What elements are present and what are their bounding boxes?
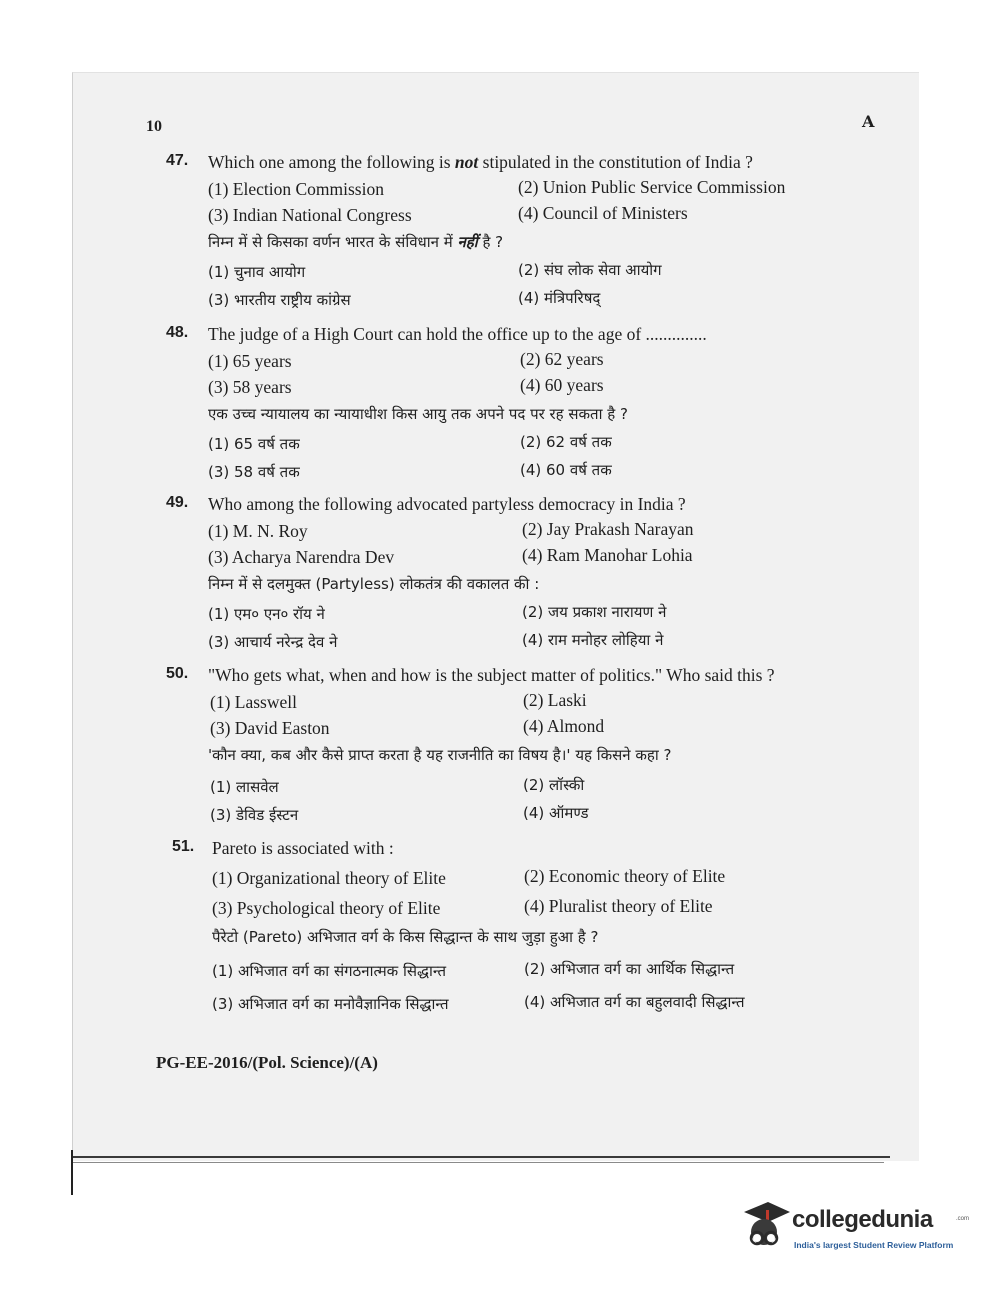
- option-en-1: (1) Election Commission: [208, 179, 384, 199]
- option-hi-1: (1) चुनाव आयोग: [208, 263, 306, 281]
- question-number: 47.: [166, 152, 189, 169]
- option-hi-2: (2) अभिजात वर्ग का आर्थिक सिद्धान्त: [524, 960, 735, 978]
- option-hi-3: (3) 58 वर्ष तक: [208, 463, 300, 481]
- option-en-1: (1) Organizational theory of Elite: [212, 868, 446, 888]
- option-hi-4: (4) 60 वर्ष तक: [520, 461, 612, 479]
- option-hi-4: (4) ऑमण्ड: [523, 804, 589, 822]
- left-margin-rule: [71, 1150, 73, 1195]
- option-en-3: (3) Psychological theory of Elite: [212, 898, 441, 918]
- option-en-3: (3) Acharya Narendra Dev: [208, 547, 395, 567]
- question-text-en: Who among the following advocated partyless democracy in India ?: [208, 494, 686, 514]
- option-en-2: (2) Jay Prakash Narayan: [522, 519, 694, 539]
- question-number: 51.: [172, 838, 195, 855]
- option-hi-2: (2) लॉस्की: [523, 776, 585, 794]
- option-hi-1: (1) अभिजात वर्ग का संगठनात्मक सिद्धान्त: [212, 962, 447, 980]
- option-hi-3: (3) अभिजात वर्ग का मनोवैज्ञानिक सिद्धान्त: [212, 995, 449, 1013]
- option-hi-1: (1) लासवेल: [210, 778, 279, 796]
- question-text-hi: एक उच्च न्यायालय का न्यायाधीश किस आयु तक अपने पद पर रह सकता है ?: [208, 405, 628, 423]
- option-en-2: (2) 62 years: [520, 349, 604, 369]
- option-en-4: (4) Council of Ministers: [518, 203, 688, 223]
- logo-tagline: India's largest Student Review Platform: [794, 1240, 954, 1250]
- option-en-4: (4) Almond: [523, 716, 605, 736]
- option-hi-3: (3) आचार्य नरेन्द्र देव ने: [208, 633, 338, 651]
- option-en-2: (2) Laski: [523, 690, 587, 710]
- collegedunia-logo[interactable]: [740, 1198, 970, 1260]
- option-en-2: (2) Union Public Service Commission: [518, 177, 786, 197]
- option-hi-4: (4) मंत्रिपरिषद्: [518, 289, 601, 307]
- option-en-2: (2) Economic theory of Elite: [524, 866, 726, 886]
- question-number: 50.: [166, 665, 189, 682]
- question-text-en: "Who gets what, when and how is the subject matter of politics." Who said this ?: [208, 665, 775, 685]
- paper-code-footer: PG-EE-2016/(Pol. Science)/(A): [156, 1053, 378, 1072]
- option-hi-1: (1) एम० एन० रॉय ने: [208, 605, 325, 623]
- option-en-1: (1) 65 years: [208, 351, 292, 371]
- question-text-hi: 'कौन क्या, कब और कैसे प्राप्त करता है यह राजनीति का विषय है।' यह किसने कहा ?: [208, 746, 672, 764]
- option-en-3: (3) Indian National Congress: [208, 205, 412, 225]
- logo-domain-suffix: .com: [956, 1216, 970, 1222]
- question-text-hi: निम्न में से दलमुक्त (Partyless) लोकतंत्र की वकालत की :: [208, 575, 540, 593]
- option-en-4: (4) Pluralist theory of Elite: [524, 896, 713, 916]
- option-en-1: (1) M. N. Roy: [208, 521, 308, 541]
- option-en-3: (3) 58 years: [208, 377, 292, 397]
- question-text-en: Which one among the following is not stipulated in the constitution of India ?: [208, 152, 753, 172]
- option-hi-2: (2) जय प्रकाश नारायण ने: [522, 603, 667, 621]
- option-hi-3: (3) डेविड ईस्टन: [210, 806, 299, 824]
- question-number: 49.: [166, 494, 189, 511]
- question-text-en: Pareto is associated with :: [212, 838, 394, 858]
- question-text-hi: निम्न में से किसका वर्णन भारत के संविधान में नहीं है ?: [208, 233, 504, 251]
- option-en-4: (4) 60 years: [520, 375, 604, 395]
- page-number: 10: [146, 118, 162, 135]
- student-cap-icon: [740, 1198, 792, 1258]
- option-hi-4: (4) अभिजात वर्ग का बहुलवादी सिद्धान्त: [524, 993, 745, 1011]
- question-number: 48.: [166, 324, 189, 341]
- option-hi-1: (1) 65 वर्ष तक: [208, 435, 300, 453]
- page-edge-line-shadow: [72, 1162, 884, 1163]
- option-en-4: (4) Ram Manohar Lohia: [522, 545, 693, 565]
- option-hi-3: (3) भारतीय राष्ट्रीय कांग्रेस: [208, 291, 351, 309]
- corner-mark: A: [862, 112, 875, 131]
- emphasis-not: not: [454, 152, 479, 172]
- option-hi-2: (2) संघ लोक सेवा आयोग: [518, 261, 662, 279]
- question-text-hi: पैरेटो (Pareto) अभिजात वर्ग के किस सिद्धान्त के साथ जुड़ा हुआ है ?: [212, 928, 599, 946]
- page-edge-line: [72, 1156, 890, 1158]
- option-en-3: (3) David Easton: [210, 718, 330, 738]
- logo-wordmark: collegedunia: [792, 1206, 933, 1233]
- option-hi-2: (2) 62 वर्ष तक: [520, 433, 612, 451]
- question-text-en: The judge of a High Court can hold the office up to the age of ..............: [208, 324, 707, 344]
- option-hi-4: (4) राम मनोहर लोहिया ने: [522, 631, 664, 649]
- option-en-1: (1) Lasswell: [210, 692, 297, 712]
